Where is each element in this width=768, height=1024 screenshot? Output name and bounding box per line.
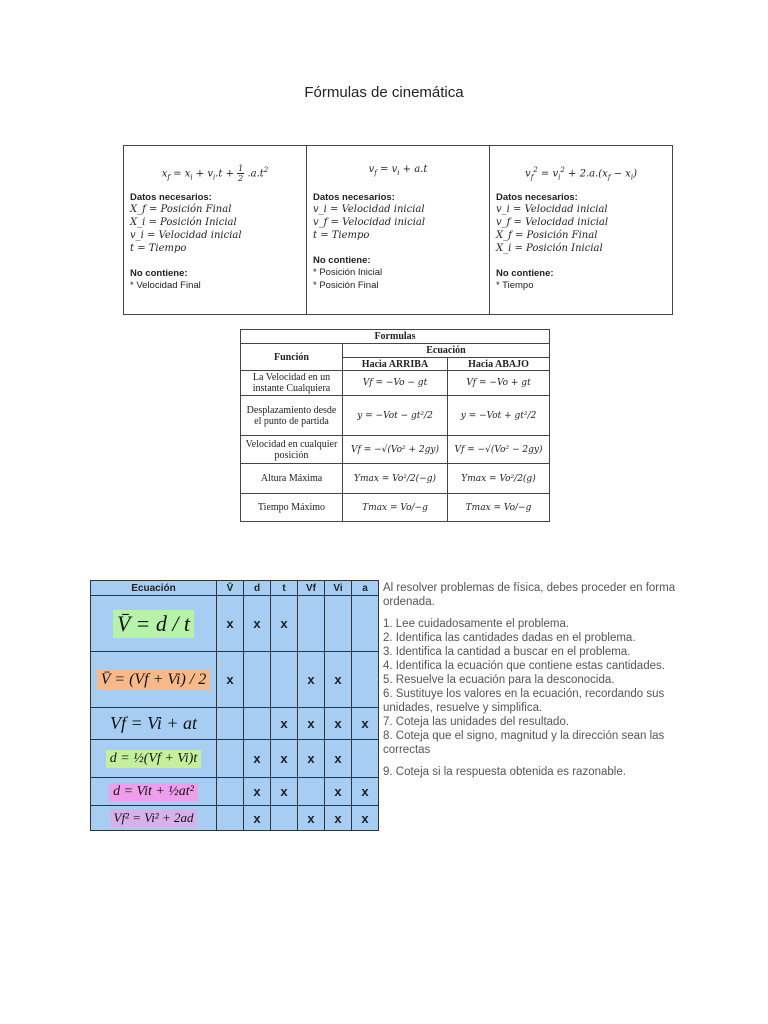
variable-mark-cell: x <box>352 806 379 831</box>
formula-cell: Vf = −√(Vo² − 2gy) <box>448 436 550 464</box>
required-item: t = Tiempo <box>313 230 370 241</box>
table-cell: Velocidad en cualquier posición <box>241 436 343 464</box>
variable-mark-cell: x <box>271 778 298 806</box>
required-heading: Datos necesarios: <box>130 192 212 203</box>
required-item: X_f = Posición Final <box>130 204 232 215</box>
list-item: 7. Coteja las unidades del resultado. <box>383 716 570 728</box>
equation-final-velocity: Vf = Vi + at <box>110 713 197 733</box>
equation-cell <box>91 778 217 806</box>
equation-cell <box>91 740 217 778</box>
list-item: 2. Identifica las cantidades dadas en el problema. <box>383 632 636 644</box>
formula-velocity: $v_f = v_i + a.t$ <box>368 164 428 177</box>
list-item: 6. Sustituye los valores en la ecuación, recordando sus unidades, resuelve y simplifica. <box>383 688 665 714</box>
required-item: v_f = Velocidad inicial <box>496 217 609 228</box>
equation-cell <box>91 708 217 740</box>
variable-mark-cell: x <box>298 708 325 740</box>
variable-mark-cell <box>325 596 352 652</box>
variable-mark-cell: x <box>325 652 352 708</box>
table-row <box>91 596 379 652</box>
required-item: X_i = Posición Inicial <box>496 243 603 254</box>
variable-mark-cell <box>298 778 325 806</box>
required-item: v_i = Velocidad inicial <box>313 204 425 215</box>
table-cell: La Velocidad en un instante Cualquiera <box>241 371 343 396</box>
variable-mark-cell: x <box>244 806 271 831</box>
variable-mark-cell <box>271 652 298 708</box>
formula-column-velocity-squared <box>490 146 672 314</box>
variable-mark-cell <box>298 596 325 652</box>
column-header: t <box>271 581 298 596</box>
variable-mark-cell: x <box>217 596 244 652</box>
column-header: Ecuación <box>91 581 217 596</box>
formula-cell: Ymax = Vo²/2(g) <box>448 464 550 494</box>
variable-mark-cell: x <box>244 596 271 652</box>
table-cell: Tiempo Máximo <box>241 494 343 522</box>
table-row <box>91 740 379 778</box>
equation-variable-table <box>90 580 379 831</box>
variable-mark-cell: x <box>298 652 325 708</box>
variable-mark-cell <box>352 596 379 652</box>
column-header: d <box>244 581 271 596</box>
variable-mark-cell: x <box>217 652 244 708</box>
table-row <box>91 708 379 740</box>
variable-mark-cell: x <box>325 740 352 778</box>
variable-mark-cell: x <box>244 740 271 778</box>
excluded-item: * Posición Final <box>313 280 379 291</box>
equation-cell <box>91 806 217 831</box>
list-item: 4. Identifica la ecuación que contiene estas cantidades. <box>383 660 665 672</box>
formula-cell: Vf = −Vo − gt <box>343 371 448 396</box>
variable-mark-cell: x <box>271 740 298 778</box>
table-cell: Altura Máxima <box>241 464 343 494</box>
formula-cell: Tmax = Vo/−g <box>448 494 550 522</box>
column-header-down: Hacia ABAJO <box>448 358 550 371</box>
column-header: Vf <box>298 581 325 596</box>
formula-summary-table <box>123 145 673 315</box>
excludes-heading: No contiene: <box>313 255 371 266</box>
table-row <box>91 778 379 806</box>
excludes-heading: No contiene: <box>496 268 554 279</box>
list-item: 9. Coteja si la respuesta obtenida es razonable. <box>383 766 626 778</box>
required-item: v_i = Velocidad inicial <box>496 204 608 215</box>
instructions-list <box>383 617 713 779</box>
equation-mean-velocity: V̄ = (Vf + Vi) / 2 <box>97 670 210 690</box>
equation-displacement-acceleration: d = Vit + ½at² <box>109 783 198 801</box>
variable-mark-cell: x <box>325 708 352 740</box>
required-item: v_f = Velocidad inicial <box>313 217 426 228</box>
table-row <box>91 806 379 831</box>
formula-position: $x_f = x_i + v_i.t$ + $\frac{1}{2}$ $.a.t^2$ <box>161 164 269 184</box>
excluded-item: * Tiempo <box>496 280 534 291</box>
list-item: 8. Coteja que el signo, magnitud y la dirección sean las correctas <box>383 730 665 756</box>
table-title: Formulas <box>241 330 550 344</box>
formula-velocity-squared: $v_f^2 = v_i^2 + 2.a.(x_f - x_i)$ <box>525 166 637 182</box>
variable-mark-cell <box>244 708 271 740</box>
variable-mark-cell <box>217 740 244 778</box>
table-cell: Desplazamiento desde el punto de partida <box>241 396 343 436</box>
instructions-intro: Al resolver problemas de física, debes proceder en forma ordenada. <box>383 582 676 608</box>
formula-column-position <box>124 146 307 314</box>
formula-cell: y = −Vot − gt²/2 <box>343 396 448 436</box>
variable-mark-cell: x <box>271 708 298 740</box>
equation-velocity-squared: Vf² = Vi² + 2ad <box>110 809 198 827</box>
excludes-heading: No contiene: <box>130 268 188 279</box>
excluded-item: * Posición Inicial <box>313 267 383 278</box>
formula-cell: Tmax = Vo/−g <box>343 494 448 522</box>
column-header: a <box>352 581 379 596</box>
formula-cell: Vf = −Vo + gt <box>448 371 550 396</box>
formula-cell: Vf = −√(Vo² + 2gy) <box>343 436 448 464</box>
list-item: 1. Lee cuidadosamente el problema. <box>383 618 570 630</box>
excluded-item: * Velocidad Final <box>130 280 201 291</box>
variable-mark-cell: x <box>325 806 352 831</box>
variable-mark-cell <box>217 806 244 831</box>
list-item: 5. Resuelve la ecuación para la desconocida. <box>383 674 615 686</box>
variable-mark-cell: x <box>298 806 325 831</box>
required-item: v_i = Velocidad inicial <box>130 230 242 241</box>
required-item: X_i = Posición Inicial <box>130 217 237 228</box>
variable-mark-cell <box>217 708 244 740</box>
variable-mark-cell: x <box>325 778 352 806</box>
variable-mark-cell: x <box>352 778 379 806</box>
column-header-up: Hacia ARRIBA <box>343 358 448 371</box>
required-item: X_f = Posición Final <box>496 230 598 241</box>
formula-cell: y = −Vot + gt²/2 <box>448 396 550 436</box>
column-header: Vi <box>325 581 352 596</box>
table-row <box>91 652 379 708</box>
formula-column-velocity <box>307 146 490 314</box>
required-heading: Datos necesarios: <box>313 192 395 203</box>
required-heading: Datos necesarios: <box>496 192 578 203</box>
equation-displacement-average: d = ½(Vf + Vi)t <box>106 750 201 768</box>
variable-mark-cell: x <box>271 596 298 652</box>
variable-mark-cell <box>217 778 244 806</box>
variable-mark-cell: x <box>298 740 325 778</box>
variable-mark-cell: x <box>352 708 379 740</box>
column-header-funcion: Función <box>241 344 343 371</box>
column-header: V̄ <box>217 581 244 596</box>
vertical-motion-table <box>240 329 550 522</box>
list-item: 3. Identifica la cantidad a buscar en el problema. <box>383 646 631 658</box>
variable-mark-cell <box>352 652 379 708</box>
problem-solving-instructions <box>383 581 713 779</box>
variable-mark-cell <box>271 806 298 831</box>
variable-mark-cell: x <box>244 778 271 806</box>
equation-average-velocity: V̄ = d / t <box>113 610 194 638</box>
variable-mark-cell <box>244 652 271 708</box>
variable-mark-cell <box>352 740 379 778</box>
equation-cell <box>91 596 217 652</box>
formula-cell: Ymax = Vo²/2(−g) <box>343 464 448 494</box>
column-header-ecuacion: Ecuación <box>343 344 550 358</box>
page-title: Fórmulas de cinemática <box>304 84 464 101</box>
required-item: t = Tiempo <box>130 243 187 254</box>
equation-cell <box>91 652 217 708</box>
